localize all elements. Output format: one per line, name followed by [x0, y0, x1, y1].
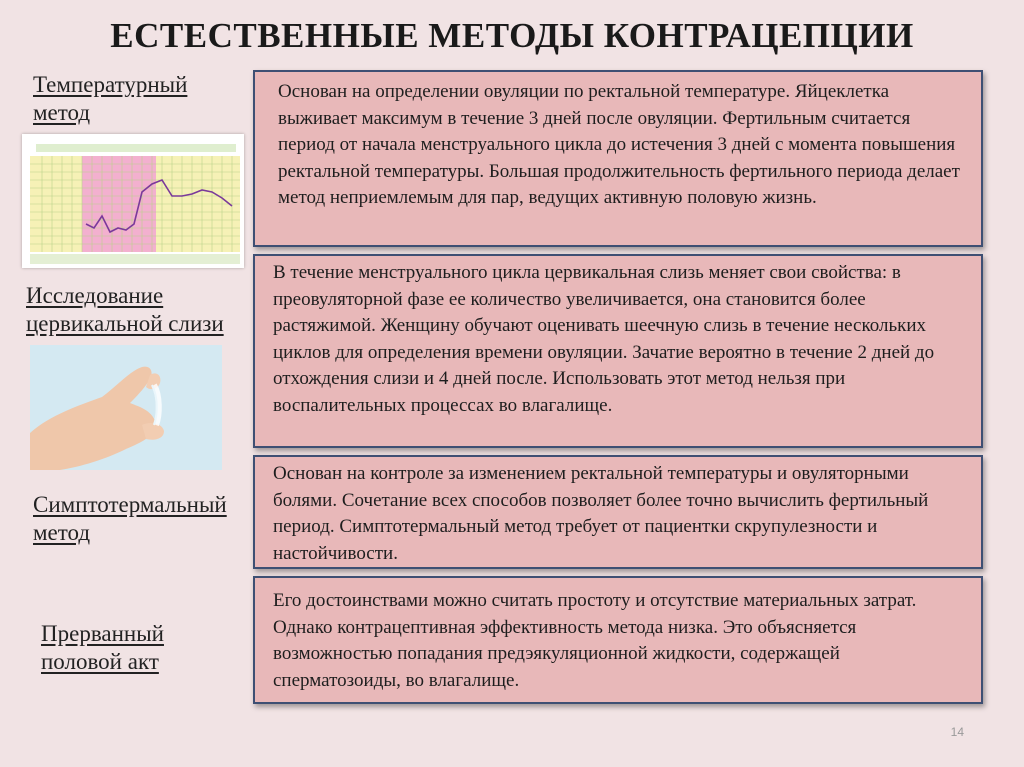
method-text-withdrawal: Его достоинствами можно считать простоту и отсутствие материальных затрат. Однако контрацептивная эффективность метода низка. Это объясняется возможностью попадания предэякуляционной жидкости, содержащей сперматозоиды, во влагалище. [273, 590, 917, 691]
method-text-cervical-mucus: В течение менструального цикла цервикальная слизь меняет свои свойства: в преовуляторной фазе ее количество увеличивается, она становится более растяжимой. Женщину обучают оценивать шеечную слизь в течение нескольких циклов для определения времени овуляции. Зачатие вероятно в течение 2 дней до отхождения слизи и 4 дней после. Использовать этот метод нельзя при воспалительных процессах во влагалище. [273, 262, 935, 416]
page-number: 14 [950, 725, 964, 739]
method-text-symptothermal: Основан на контроле за изменением ректальной температуры и овуляторными болями. Сочетание всех способов позволяет более точно вычислить фертильный период. Симптотермальный метод требует от пациентки скрупулезности и настойчивости. [273, 463, 929, 564]
method-text-temperature: Основан на определении овуляции по ректальной температуре. Яйцеклетка выживает максимум в течение 3 дней после овуляции. Фертильным считается период от начала менструального цикла до истечения 3 дней с момента повышения ректальной температуры. Большая продолжительность фертильного периода делает метод неприемлемым для пар, ведущих активную половую жизнь. [278, 81, 960, 208]
method-label-temperature: Температурный метод [33, 72, 188, 125]
method-label-cervical-mucus: Исследование цервикальной слизи [26, 283, 224, 336]
temperature-chart-graphic [22, 134, 244, 268]
slide-title: ЕСТЕСТВЕННЫЕ МЕТОДЫ КОНТРАЦЕПЦИИ [110, 16, 914, 55]
method-description-symptothermal [253, 455, 983, 569]
method-description-withdrawal [253, 576, 983, 704]
method-description-temperature [253, 70, 983, 247]
temperature-chart-image [22, 134, 244, 268]
cervical-mucus-image [30, 345, 222, 470]
method-label-withdrawal: Прерванный половой акт [41, 621, 164, 674]
method-description-cervical-mucus [253, 254, 983, 448]
method-label-symptothermal: Симптотермальный метод [33, 492, 227, 545]
hand-illustration [30, 345, 222, 470]
